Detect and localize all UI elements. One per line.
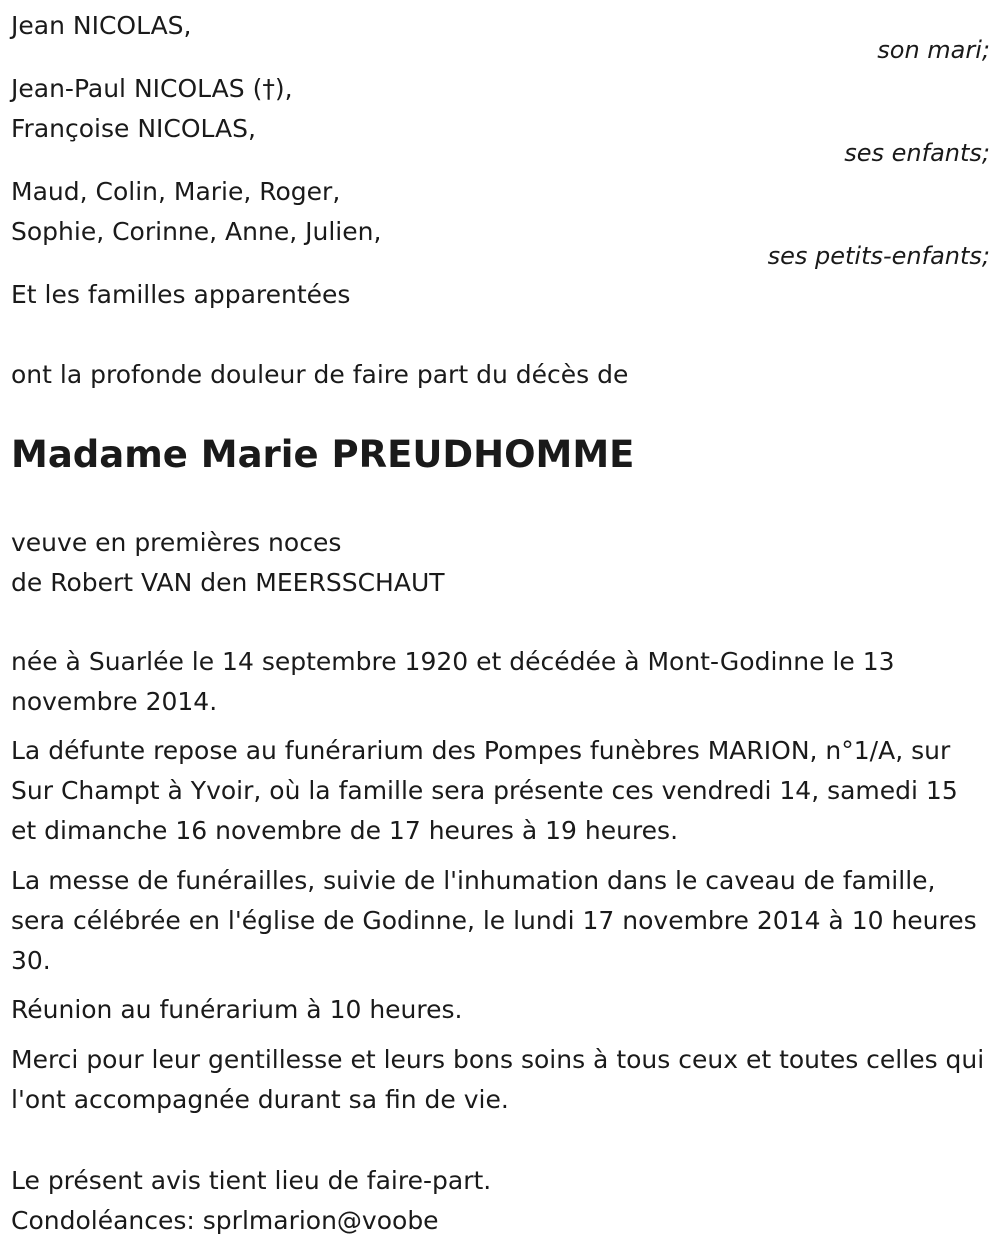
widow-line-1: veuve en premières noces xyxy=(11,528,342,557)
funeral-mass-paragraph: La messe de funérailles, suivie de l'inhumation dans le caveau de famille, sera célébrée en l'église de Godinne, le lundi 17 novembre 2014 à 10 heures 30. xyxy=(11,866,977,975)
husband-name: Jean NICOLAS, xyxy=(11,11,192,40)
thanks-paragraph: Merci pour leur gentillesse et leurs bons soins à tous ceux et toutes celles qui l'ont accompagnée durant sa fin de vie. xyxy=(11,1045,985,1114)
widow-line-2: de Robert VAN den MEERSSCHAUT xyxy=(11,568,445,597)
birth-death-paragraph: née à Suarlée le 14 septembre 1920 et décédée à Mont-Godinne le 13 novembre 2014. xyxy=(11,647,895,716)
announcement-line: ont la profonde douleur de faire part du décès de xyxy=(11,360,629,389)
child-name-1: Jean-Paul NICOLAS (†), xyxy=(11,74,293,103)
condolences-line: Condoléances: sprlmarion@voobe xyxy=(11,1206,439,1235)
husband-role: son mari; xyxy=(877,36,990,64)
grandchildren-names-2: Sophie, Corinne, Anne, Julien, xyxy=(11,217,382,246)
funerarium-paragraph: La défunte repose au funérarium des Pompes funèbres MARION, n°1/A, sur Sur Champt à Yvoir, où la famille sera présente ces vendredi 14, samedi 15 et dimanche 16 novembre de 17 heures à 19 heures. xyxy=(11,736,958,845)
deceased-name: Madame Marie PREUDHOMME xyxy=(11,433,635,476)
notice-line: Le présent avis tient lieu de faire-part. xyxy=(11,1166,492,1195)
relatives-line: Et les familles apparentées xyxy=(11,280,351,309)
children-role: ses enfants; xyxy=(844,139,990,167)
grandchildren-names-1: Maud, Colin, Marie, Roger, xyxy=(11,177,341,206)
child-name-2: Françoise NICOLAS, xyxy=(11,114,256,143)
meeting-paragraph: Réunion au funérarium à 10 heures. xyxy=(11,995,463,1024)
grandchildren-role: ses petits-enfants; xyxy=(767,242,990,270)
